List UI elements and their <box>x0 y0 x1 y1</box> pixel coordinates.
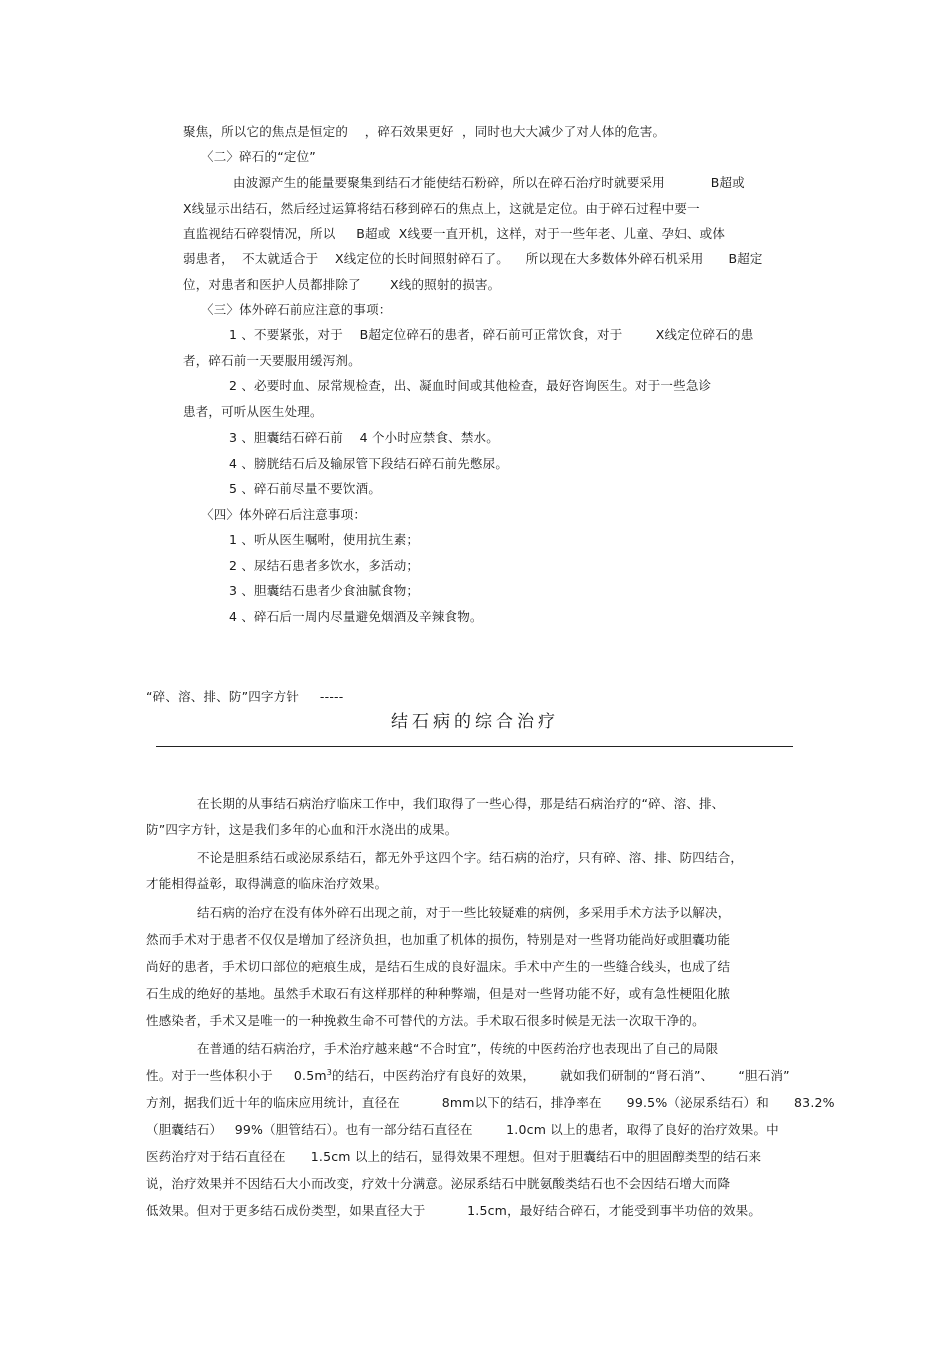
superscript-cubed: 3 <box>326 1067 333 1077</box>
line-segment: 性。对于一些体积小于 0.5m <box>146 1068 327 1083</box>
paragraph-line: （胆囊结石） 99%（胆管结石）。也有一部分结石直径在 1.0cm 以上的患者，取得了良好的治疗效果。中 <box>146 1122 779 1137</box>
text-line: 弱患者， 不太就适合于 X线定位的长时间照射碎石了。 所以现在大多数体外碎石机采用 B超定 <box>183 251 763 266</box>
text-line: 者，碎石前一天要服用缓泻剂。 <box>183 353 361 368</box>
list-item: 5 、碎石前尽量不要饮酒。 <box>229 481 382 496</box>
paragraph-line: 不论是胆系结石或泌尿系结石，都无外乎这四个字。结石病的治疗，只有碎、溶、排、防四结合， <box>197 850 744 865</box>
list-item: 1 、听从医生嘱咐，使用抗生素； <box>229 532 420 547</box>
paragraph-line: 低效果。但对于更多结石成份类型，如果直径大于 1.5cm，最好结合碎石，才能受到事半功倍的效果。 <box>146 1203 762 1218</box>
paragraph-line: 在长期的从事结石病治疗临床工作中，我们取得了一些心得，那是结石病治疗的“碎、溶、排、 <box>197 796 725 811</box>
list-item: 2 、必要时血、尿常规检查，出、凝血时间或其他检查，最好咨询医生。对于一些急诊 <box>229 378 712 393</box>
list-item: 4 、碎石后一周内尽量避免烟酒及辛辣食物。 <box>229 609 483 624</box>
paragraph-line: 方剂，据我们近十年的临床应用统计，直径在 8mm以下的结石，排净率在 99.5%（泌尿系结石）和 83.2% <box>146 1095 835 1110</box>
text-line: 患者，可听从医生处理。 <box>183 404 323 419</box>
subheading-pre-lithotripsy: 〈三〉体外碎石前应注意的事项： <box>201 302 392 317</box>
text-line: 由波源产生的能量要聚集到结石才能使结石粉碎，所以在碎石治疗时就要采用 B超或 <box>233 175 745 190</box>
text-line: X线显示出结石，然后经过运算将结石移到碎石的焦点上，这就是定位。由于碎石过程中要一 <box>183 201 700 216</box>
paragraph-line: 说，治疗效果并不因结石大小而改变，疗效十分满意。泌尿系结石中胱氨酸类结石也不会因结石增大而降 <box>146 1176 731 1191</box>
list-item: 2 、尿结石患者多饮水，多活动； <box>229 558 420 573</box>
line-segment: 的结石，中医药治疗有良好的效果， 就如我们研制的“肾石消”、 “胆石消” <box>332 1068 790 1083</box>
list-item: 4 、膀胱结石后及输尿管下段结石碎石前先憋尿。 <box>229 456 509 471</box>
article-title: 结石病的综合治疗 <box>391 712 559 732</box>
text-line: 位，对患者和医护人员都排除了 X线的照射的损害。 <box>183 277 501 292</box>
title-divider <box>156 746 793 747</box>
article-kicker: “碎、溶、排、防”四字方针 ----- <box>146 689 344 704</box>
text-line: 直监视结石碎裂情况，所以 B超或 X线要一直开机，这样，对于一些年老、儿童、孕妇、或体 <box>183 226 726 241</box>
paragraph-line: 在普通的结石病治疗，手术治疗越来越“不合时宜”，传统的中医药治疗也表现出了自己的局限 <box>197 1041 719 1056</box>
paragraph-line: 结石病的治疗在没有体外碎石出现之前，对于一些比较疑难的病例，多采用手术方法予以解决， <box>197 905 731 920</box>
paragraph-line: 医药治疗对于结石直径在 1.5cm 以上的结石，显得效果不理想。但对于胆囊结石中的胆固醇类型的结石来 <box>146 1149 762 1164</box>
list-item: 3 、胆囊结石碎石前 4 个小时应禁食、禁水。 <box>229 430 499 445</box>
list-item: 1 、不要紧张，对于 B超定位碎石的患者，碎石前可正常饮食，对于 X线定位碎石的患 <box>229 327 754 342</box>
subheading-positioning: 〈二〉碎石的“定位” <box>201 149 316 164</box>
subheading-post-lithotripsy: 〈四〉体外碎石后注意事项： <box>201 507 367 522</box>
list-item: 3 、胆囊结石患者少食油腻食物； <box>229 583 420 598</box>
paragraph-line: 性感染者，手术又是唯一的一种挽救生命不可替代的方法。手术取石很多时候是无法一次取干净的。 <box>146 1013 705 1028</box>
paragraph-line: 才能相得益彰，取得满意的临床治疗效果。 <box>146 876 388 891</box>
text-line: 聚焦，所以它的焦点是恒定的 ，碎石效果更好 ，同时也大大减少了对人体的危害。 <box>183 124 666 139</box>
paragraph-line: 然而手术对于患者不仅仅是增加了经济负担，也加重了机体的损伤，特别是对一些肾功能尚好或胆囊功能 <box>146 932 731 947</box>
paragraph-line: 石生成的绝好的基地。虽然手术取石有这样那样的种种弊端，但是对一些肾功能不好，或有急性梗阻化脓 <box>146 986 731 1001</box>
paragraph-line: 防”四字方针，这是我们多年的心血和汗水浇出的成果。 <box>146 822 458 837</box>
paragraph-line <box>146 1068 790 1084</box>
paragraph-line: 尚好的患者，手术切口部位的疤痕生成，是结石生成的良好温床。手术中产生的一些缝合线头，也成了结 <box>146 959 731 974</box>
